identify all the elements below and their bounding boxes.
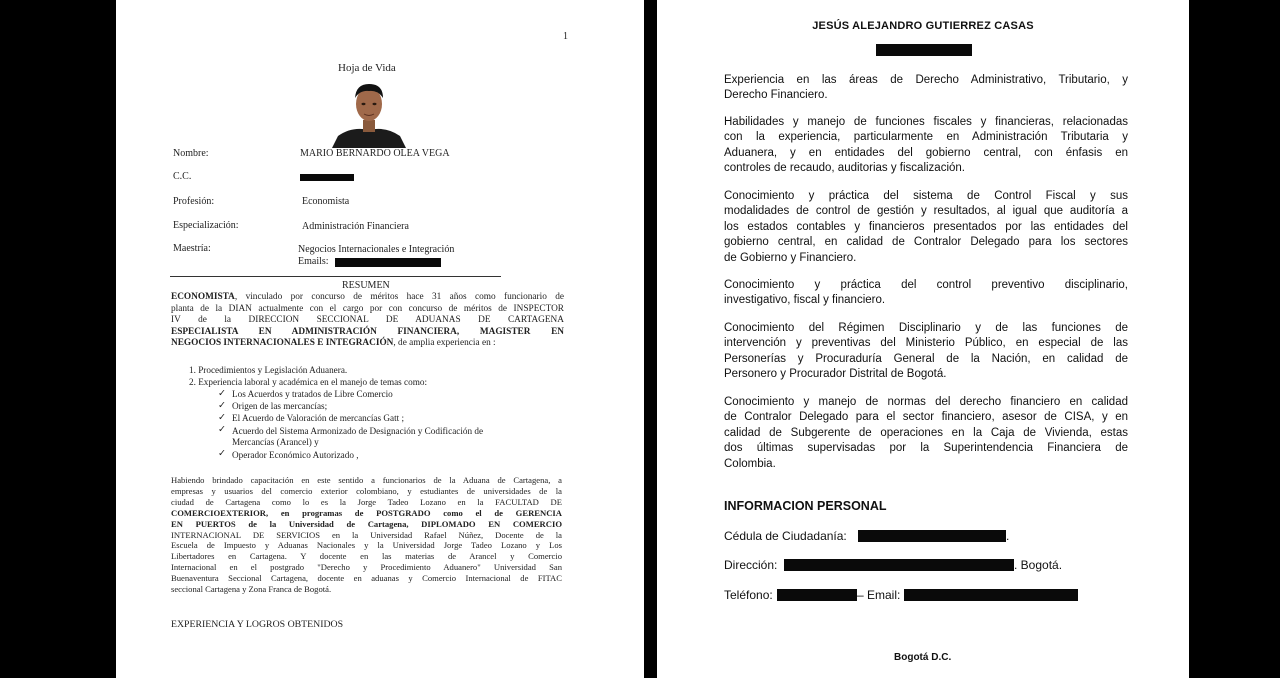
paragraph-control-fiscal [724, 189, 1128, 266]
footer-location: Bogotá D.C. [894, 652, 952, 663]
paragraph-regimen [724, 321, 1128, 383]
check-item-1: Los Acuerdos y tratados de Libre Comercio [232, 389, 393, 399]
check-item-4-cont: Mercancías (Arancel) y [232, 437, 319, 447]
especializacion-label: Especialización: [173, 220, 239, 231]
maestria-label: Maestría: [173, 243, 211, 254]
especializacion-value: Administración Financiera [302, 221, 409, 232]
direccion-redaction [784, 559, 1014, 571]
paragraph-habilidades [724, 115, 1128, 177]
email-redaction [335, 258, 441, 267]
cap-line-9: Internacional en el postgrado "Derecho y Procedimiento Aduanero" Universidad San [171, 562, 562, 573]
p6-line-4: dos últimas supervisadas por la Superintendencia Financiera de [724, 442, 1128, 455]
direccion-suffix: . Bogotá. [1014, 558, 1063, 572]
p2-line-1: Habilidades y manejo de funciones fiscales y financieras, relacionadas [724, 116, 1128, 128]
p2-line-2: con la experiencia, particularmente en Administración Tributaria y [724, 131, 1128, 144]
resumen-strong-1: ECONOMISTA [171, 292, 235, 302]
check-item-2: Origen de las mercancías; [232, 401, 328, 411]
paragraph-control-preventivo [724, 278, 1128, 309]
telefono-redaction [777, 589, 857, 601]
p3-line-3: los estados contables y financieros presentados por las entidades del [724, 220, 1128, 233]
direccion-label: Dirección: [724, 558, 778, 572]
cedula-redaction [858, 530, 1006, 542]
cc-label: C.C. [173, 171, 192, 182]
capacitacion-paragraph [171, 475, 562, 595]
p3-line-2: modalidades de control de gestión y resultados, al igual que auditoría a [724, 205, 1128, 218]
cedula-suffix: . [1006, 529, 1010, 543]
resumen-text-1: , vinculado por concurso de méritos hace 31 años como funcionario de [234, 292, 564, 302]
maestria-value: Negocios Internacionales e Integración [298, 244, 455, 255]
p4-line-1: Conocimiento y práctica del control preventivo disciplinario, [724, 279, 1128, 291]
resumen-text-2: planta de la DIAN actualmente con el cargo por con concurso de méritos de INSPECTOR [171, 303, 564, 314]
emails-label: Emails: [298, 256, 329, 267]
resumen-strong-4: ESPECIALISTA EN ADMINISTRACIÓN FINANCIERA, MAGISTER EN [171, 326, 564, 337]
cap-line-7: Escuela de Impuesto y Aduanas Nacionales y la Universidad Jorge Tadeo Lozano y Los [171, 540, 562, 551]
paragraph-areas [724, 73, 1128, 104]
cap-line-11: seccional Cartagena y Zona Franca de Bogotá. [171, 584, 332, 595]
p3-line-4: gobierno central, en calidad de Contralor Delegado para los sectores [724, 236, 1128, 249]
p5-line-3: Personerías y Procuraduría General de la Nación, en calidad de [724, 352, 1128, 365]
resumen-text-3: IV de la DIRECCION SECCIONAL DE ADUANAS DE CARTAGENA [171, 315, 564, 326]
profesion-label: Profesión: [173, 196, 215, 207]
info-heading: INFORMACION PERSONAL [724, 499, 887, 513]
telefono-label: Teléfono: [724, 588, 773, 602]
p6-line-2: de Contralor Delegado para el sector financiero, asesor de CISA, y en [724, 411, 1128, 424]
left-document-page [116, 0, 644, 678]
resumen-text-5: , de amplia experiencia en : [393, 338, 496, 349]
page-number: 1 [563, 31, 568, 42]
cap-line-4: COMERCIOEXTERIOR, en programas de POSTGRADO como el de GERENCIA [171, 507, 562, 518]
p1-line-1: Experiencia en las áreas de Derecho Administrativo, Tributario, y [724, 74, 1128, 86]
cap-line-2: empresas y usuarios del comercio exterior colombiano, y estudiantes de universidades de la [171, 485, 562, 496]
p2-line-3: Aduanera, y en entidades del gobierno central, con énfasis en [724, 146, 1128, 159]
nombre-value: MARIO BERNARDO OLEA VEGA [300, 148, 450, 159]
cap-line-10: Buenaventura Seccional Cartagena, docente en aduanas y Comercio Internacional de FITAC [171, 573, 562, 584]
name-sub-redaction [876, 44, 972, 56]
cedula-label: Cédula de Ciudadanía: [724, 529, 847, 543]
numbered-item-2: 2. Experiencia laboral y académica en el manejo de temas como: [189, 377, 428, 387]
document-title: Hoja de Vida [338, 62, 396, 74]
check-item-5: Operador Económico Autorizado , [232, 450, 359, 460]
p6-line-3: calidad de Subgerente de operaciones en la Caja de Vivienda, estas [724, 426, 1128, 439]
right-document-page [657, 0, 1189, 678]
p5-line-4: Personero y Procurador Distrital de Bogotá. [724, 368, 947, 381]
cap-line-5: EN PUERTOS de la Universidad de Cartagena, DIPLOMADO EN COMERCIO [171, 518, 562, 529]
p3-line-5: de Gobierno y Financiero. [724, 251, 857, 264]
paragraph-derecho-financiero [724, 395, 1128, 472]
check-item-4: Acuerdo del Sistema Armonizado de Designación y Codificación de [232, 426, 484, 436]
resumen-strong-5: NEGOCIOS INTERNACIONALES E INTEGRACIÓN [171, 338, 394, 349]
experiencia-heading: EXPERIENCIA Y LOGROS OBTENIDOS [171, 619, 344, 630]
cap-line-1: Habiendo brindado capacitación en este sentido a funcionarios de la Aduana de Cartagena, a [171, 475, 562, 485]
numbered-item-1: 1. Procedimientos y Legislación Aduanera. [189, 365, 348, 375]
cc-redaction [300, 174, 354, 181]
profesion-value: Economista [302, 196, 350, 207]
p6-line-5: Colombia. [724, 457, 776, 470]
p2-line-4: controles de recaudo, auditorias y fiscalización. [724, 162, 965, 175]
p6-line-1: Conocimiento y manejo de normas del derecho financiero en calidad [724, 396, 1128, 408]
check-icon: ✓ [218, 425, 226, 435]
check-item-3: El Acuerdo de Valoración de mercancías Gatt ; [232, 413, 405, 423]
cap-line-3: ciudad de Cartagena como lo es la Jorge Tadeo Lozano en la FACULTAD DE [171, 496, 562, 507]
check-icon: ✓ [218, 449, 226, 459]
p5-line-1: Conocimiento del Régimen Disciplinario y de las funciones de [724, 322, 1128, 334]
resumen-heading: RESUMEN [342, 280, 390, 291]
check-icon: ✓ [218, 413, 226, 423]
resumen-paragraph [171, 292, 564, 350]
email-label: – Email: [857, 588, 901, 602]
person-name: JESÚS ALEJANDRO GUTIERREZ CASAS [812, 20, 1034, 32]
check-icon: ✓ [218, 401, 226, 411]
cap-line-6: INTERNACIONAL DE SERVICIOS en la Universidad Rafael Núñez, Docente de la [171, 529, 562, 540]
p3-line-1: Conocimiento y práctica del sistema de Control Fiscal y sus [724, 190, 1128, 202]
profile-photo [332, 80, 406, 148]
p1-line-2: Derecho Financiero. [724, 89, 828, 102]
cap-line-8: Libertadores en Cartagena. Y docente en las materias de Arancel y Comercio [171, 551, 562, 562]
check-icon: ✓ [218, 389, 226, 399]
divider [170, 276, 501, 277]
p4-line-2: investigativo, fiscal y financiero. [724, 294, 886, 307]
nombre-label: Nombre: [173, 148, 209, 159]
p5-line-2: intervención y preventivas del Ministerio Público, en especial de las [724, 337, 1128, 350]
email-redaction [904, 589, 1078, 601]
